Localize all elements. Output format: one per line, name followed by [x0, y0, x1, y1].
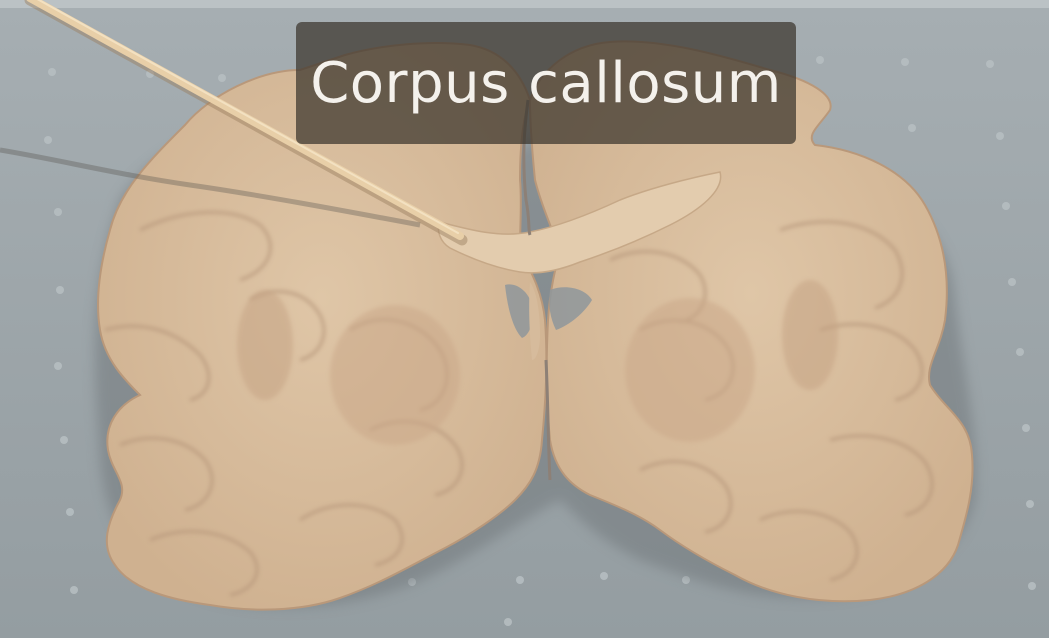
basal-ganglia-left — [330, 305, 460, 445]
tray-top-edge — [0, 0, 1049, 8]
insula-left — [237, 290, 293, 400]
insula-right — [782, 280, 838, 390]
basal-ganglia-right — [625, 298, 755, 442]
caption-overlay — [296, 22, 796, 144]
caption-text: Corpus callosum — [310, 50, 782, 116]
